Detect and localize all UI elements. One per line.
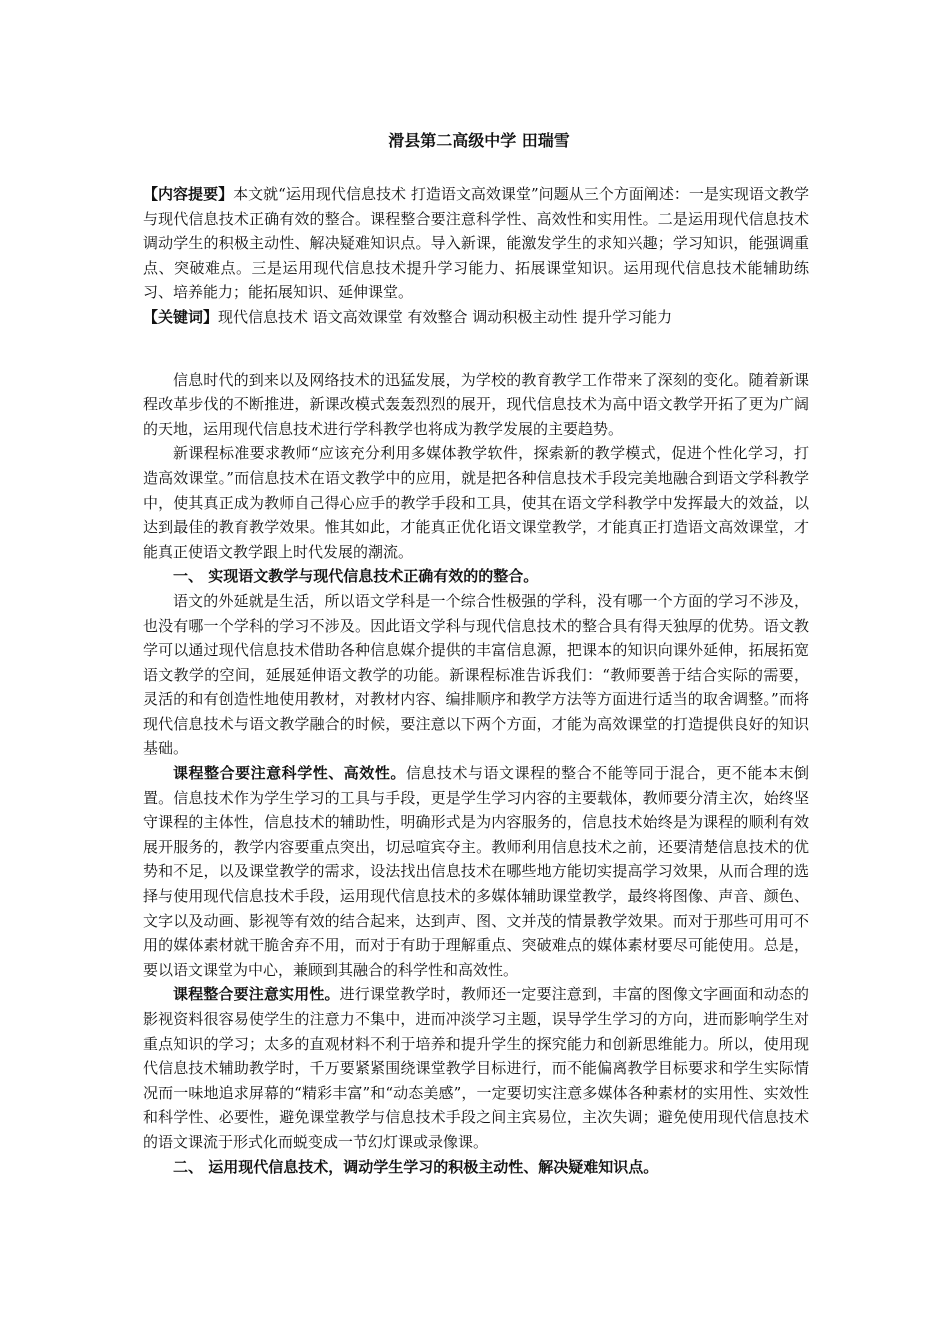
- abstract: [143, 182, 809, 305]
- abstract-label: 【内容提要】: [143, 185, 234, 203]
- paragraph-4-lead: 课程整合要注意科学性、高效性。: [173, 764, 406, 783]
- page-title: 滑县第二高级中学 田瑞雪: [388, 131, 570, 150]
- paragraph-5-text: 进行课堂教学时，教师还一定要注意到，丰富的图像文字画面和动态的影视资料很容易使学生的注意力不集中，进而冲淡学习主题，误导学生学习的方向，进而影响学生对重点知识的学习；太多的直观材料不利于培养和提升学生的探究能力和创新思维能力。所以，使用现代信息技术辅助教学时，千万要紧紧围绕课堂教学目标进行，而不能偏离教学目标要求和学生实际情况而一味地追求屏幕的“精彩丰富”和“动态美感”，一定要切实注意多媒体各种素材的实用性、实效性和科学性、必要性，避免课堂教学与信息技术手段之间主宾易位，主次失调；避免使用现代信息技术的语文课流于形式化而蜕变成一节幻灯课或录像课。: [143, 985, 809, 1151]
- paragraph-5-lead: 课程整合要注意实用性。: [173, 985, 340, 1004]
- spacer: [143, 330, 809, 368]
- section-heading-2: 二、 运用现代信息技术，调动学生学习的积极主动性、解决疑难知识点。: [173, 1157, 659, 1176]
- document-content: [143, 126, 809, 1179]
- keywords-label: 【关键词】: [143, 307, 219, 326]
- abstract-text: 本文就“运用现代信息技术 打造语文高效课堂”问题从三个方面阐述：一是实现语文教学与现代信息技术正确有效的整合。课程整合要注意科学性、高效性和实用性。二是运用现代信息技术调动学生的积极主动性、解决疑难知识点。导入新课，能激发学生的求知兴趣；学习知识，能强调重点、突破难点。三是运用现代信息技术提升学习能力、拓展课堂知识。运用现代信息技术能辅助练习、培养能力；能拓展知识、延伸课堂。: [143, 185, 809, 302]
- body-paragraph-5: [143, 982, 809, 1154]
- body-paragraph-3: 语文的外延就是生活，所以语文学科是一个综合性极强的学科，没有哪一个方面的学习不涉及，也没有哪一个学科的学习不涉及。因此语文学科与现代信息技术的整合具有得天独厚的优势。语文教学可以通过现代信息技术借助各种信息媒介提供的丰富信息源，把课本的知识向课外延伸，拓展拓宽语文教学的空间，延展延伸语文教学的功能。新课程标准告诉我们：“教师要善于结合实际的需要，灵活的和有创造性地使用教材，对教材内容、编排顺序和教学方法等方面进行适当的取舍调整。”而将现代信息技术与语文教学融合的时候，要注意以下两个方面，才能为高效课堂的打造提供良好的知识基础。: [143, 591, 809, 758]
- section-heading-1: 一、 实现语文教学与现代信息技术正确有效的的整合。: [173, 567, 539, 586]
- body-paragraph-4: [143, 761, 809, 982]
- body-paragraph-2: 新课程标准要求教师“应该充分利用多媒体教学软件，探索新的教学模式，促进个性化学习，打造高效课堂。”而信息技术在语文教学中的应用，就是把各种信息技术手段完美地融合到语文学科教学中，使其真正成为教师自己得心应手的教学手段和工具，使其在语文学科教学中发挥最大的效益，以达到最佳的教育教学效果。惟其如此，才能真正优化语文课堂教学，才能真正打造语文高效课堂，才能真正使语文教学跟上时代发展的潮流。: [143, 444, 809, 561]
- paragraph-4-text: 信息技术与语文课程的整合不能等同于混合，更不能本末倒置。信息技术作为学生学习的工具与手段，更是学生学习内容的主要载体，教师要分清主次，始终坚守课程的主体性，信息技术的辅助性，明确形式是为内容服务的，信息技术始终是为课程的顺利有效展开服务的，教学内容要重点突出，切忌喧宾夺主。教师利用信息技术之前，还要清楚信息技术的优势和不足，以及课堂教学的需求，设法找出信息技术在哪些地方能切实提高学习效果，从而合理的选择与使用现代信息技术手段，运用现代信息技术的多媒体辅助课堂教学，最终将图像、声音、颜色、文字以及动画、影视等有效的结合起来，达到声、图、文并茂的情景教学效果。而对于那些可用可不用的媒体素材就干脆舍弃不用，而对于有助于理解重点、突破难点的媒体素材要尽可能使用。总是，要以语文课堂为中心，兼顾到其融合的科学性和高效性。: [143, 764, 809, 979]
- body-paragraph-1: 信息时代的到来以及网络技术的迅猛发展，为学校的教育教学工作带来了深刻的变化。随着新课程改革步伐的不断推进，新课改模式轰轰烈烈的展开，现代信息技术为高中语文教学开拓了更为广阔的天地，运用现代信息技术进行学科教学也将成为教学发展的主要趋势。: [143, 370, 809, 438]
- keywords: [143, 305, 809, 330]
- keywords-text: 现代信息技术 语文高效课堂 有效整合 调动积极主动性 提升学习能力: [218, 307, 673, 326]
